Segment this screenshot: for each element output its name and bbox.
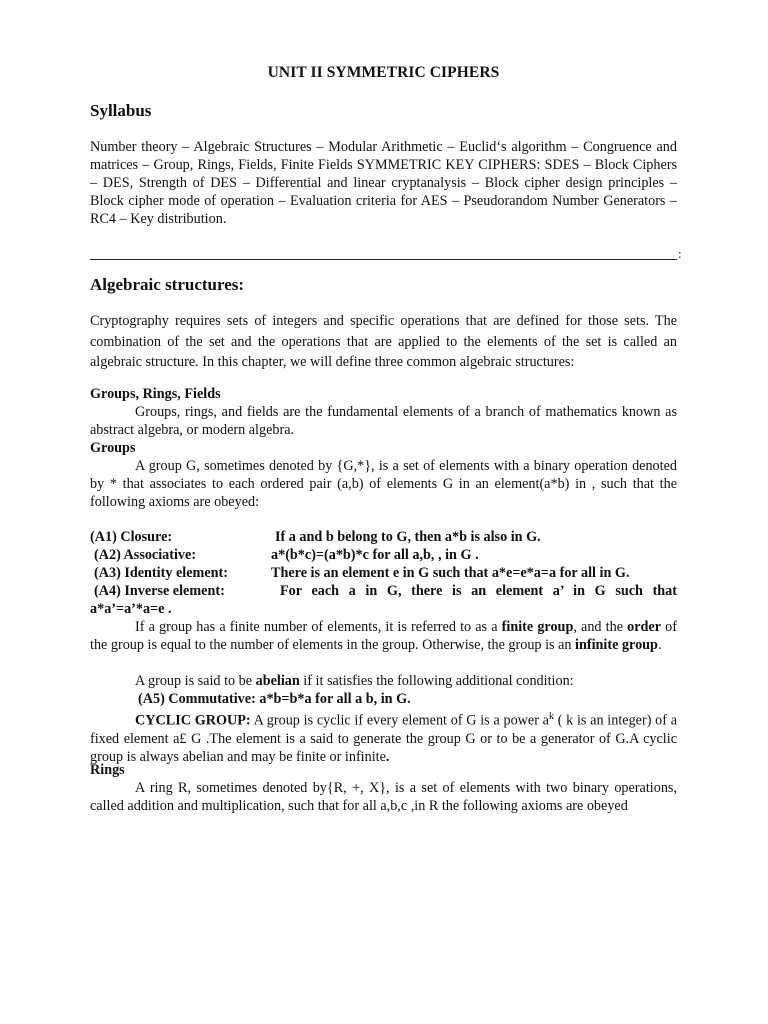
axiom-a4-cont: a*a’=a’*a=e . <box>90 601 172 617</box>
grf-heading: Groups, Rings, Fields <box>90 386 221 402</box>
order-term: order <box>627 619 662 635</box>
cyclic-text-1: A group is cyclic if every element of G is a power a <box>250 712 549 729</box>
finite-text-3: of the group is equal to the number of elements in the group. Otherwise, the group is an <box>90 619 677 653</box>
axiom-a5-text: (A5) Commutative: a*b=b*a for all a b, in G. <box>138 691 411 707</box>
abelian-text-1: A group is said to be <box>135 673 256 689</box>
rings-heading: Rings <box>90 762 125 778</box>
unit-title: UNIT II SYMMETRIC CIPHERS <box>267 64 500 81</box>
rings-text: A ring R, sometimes denoted by{R, +, X}, is a set of elements with two binary operations, called addition and multiplication, such that for all a,b,c ,in R the following axioms are obeyed <box>90 780 677 814</box>
finite-text-1: If a group has a finite number of elements, it is referred to as a <box>135 619 502 635</box>
cyclic-group-text <box>90 708 677 766</box>
syllabus-text: Number theory – Algebraic Structures – Modular Arithmetic – Euclid‘s algorithm – Congruence and matrices – Group, Rings, Fields, Finite Fields SYMMETRIC KEY CIPHERS: SDES – Block Ciphers – DES, Strength of DES – Differential and linear cryptanalysis – Block cipher design principles – Block cipher mode of operation – Evaluation criteria for AES – Pseudorandom Number Generators – RC4 – Key distribution. <box>90 139 677 227</box>
algebraic-heading: Algebraic structures: <box>90 275 245 294</box>
rule-mark: : <box>678 246 682 261</box>
cyclic-end: . <box>385 748 390 765</box>
cyclic-superscript: k <box>548 711 554 722</box>
abelian-text <box>90 672 677 690</box>
axiom-a1-text: If a and b belong to G, then a*b is also in G. <box>275 529 541 545</box>
abelian-text-2: if it satisfies the following additional condition: <box>299 673 574 689</box>
groups-text: A group G, sometimes denoted by {G,*}, is a set of elements with a binary operation denoted by * that associates to each ordered pair (a,b) of elements G in an element(a*b) in , such that the following axioms are obeyed: <box>90 458 677 510</box>
axiom-a4-text: For each a in G, there is an element a’ in G such that <box>280 583 677 599</box>
axiom-a3-label: (A3) Identity element: <box>94 565 228 581</box>
algebraic-intro: Cryptography requires sets of integers and specific operations that are defined for those sets. The combination of the set and the operations that are applied to the elements of the set is called an algebraic structure. In this chapter, we will define three common algebraic structures: <box>90 313 677 370</box>
finite-group-term: finite group <box>501 619 574 635</box>
axiom-a2-label: (A2) Associative: <box>94 547 197 563</box>
cyclic-group-label: CYCLIC GROUP: <box>135 712 251 729</box>
syllabus-heading: Syllabus <box>90 101 152 120</box>
cyclic-text-2: ( k is an integer) of a fixed element a£ G .The element is a said to generate the group G or to be a generator of G.A cyclic group is always abelian and may be finite or infinite <box>90 712 678 765</box>
finite-text-2: , and the <box>573 619 628 635</box>
axiom-a1-label: (A1) Closure: <box>90 529 173 545</box>
horizontal-rule <box>90 259 677 260</box>
groups-heading: Groups <box>90 440 136 456</box>
finite-group-text <box>90 618 677 654</box>
abelian-term: abelian <box>255 673 300 689</box>
axiom-a4-label: (A4) Inverse element: <box>94 583 225 599</box>
axiom-a2-text: a*(b*c)=(a*b)*c for all a,b, , in G . <box>271 547 479 563</box>
grf-text: Groups, rings, and fields are the fundamental elements of a branch of mathematics known as abstract algebra, or modern algebra. <box>90 404 677 438</box>
axiom-a3-text: There is an element e in G such that a*e=e*a=a for all in G. <box>271 565 630 581</box>
infinite-group-term: infinite group <box>575 637 658 653</box>
finite-text-4: . <box>657 637 662 653</box>
